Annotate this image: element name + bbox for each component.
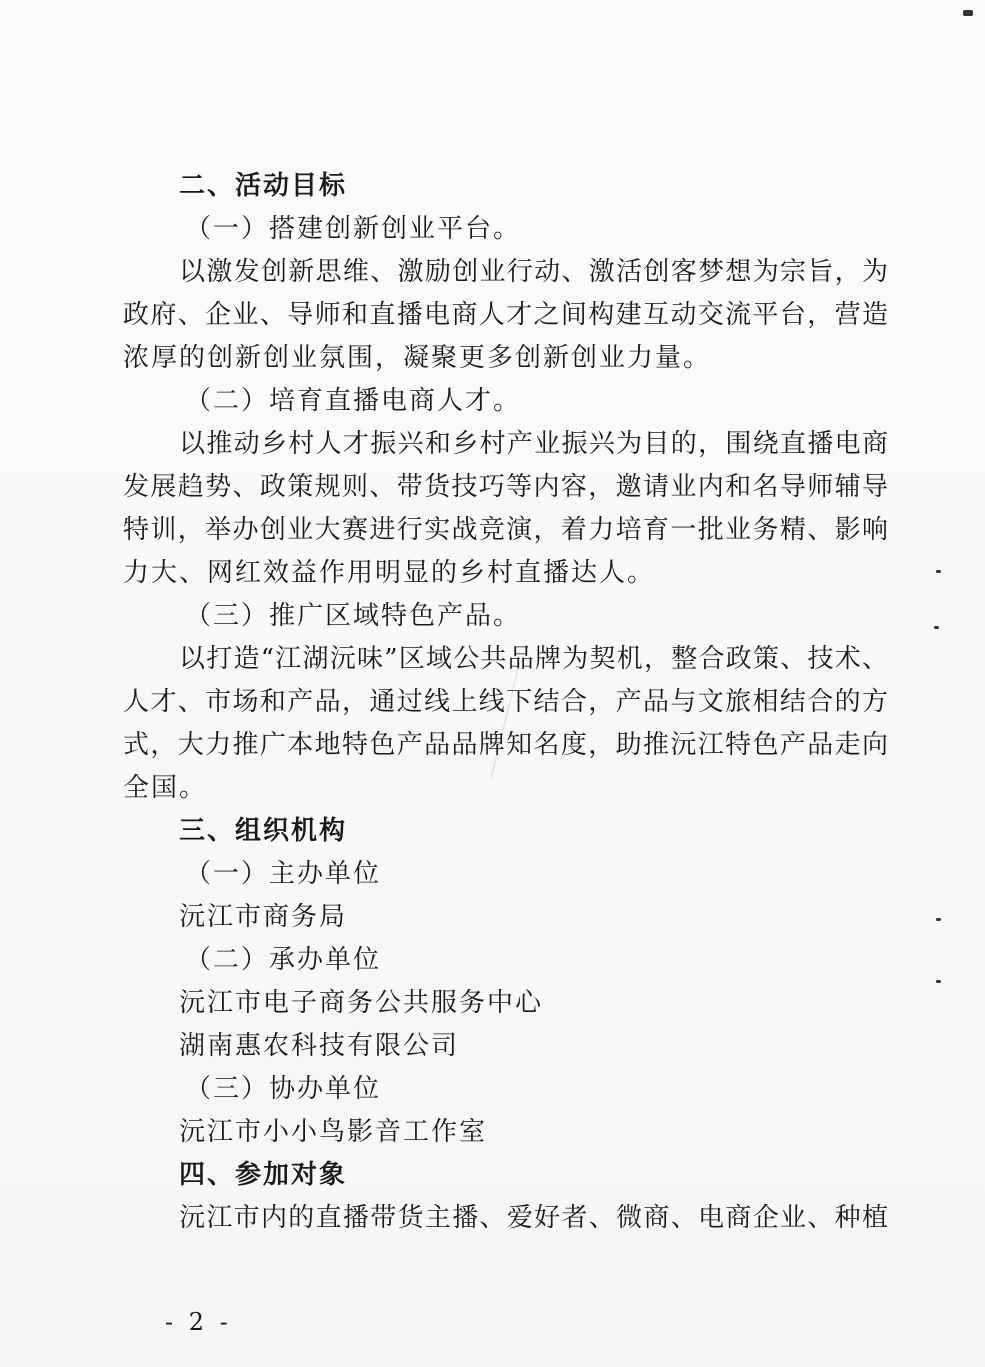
scan-speck bbox=[936, 980, 941, 983]
subheading-co-organizer: （三）协办单位 bbox=[185, 1074, 382, 1104]
paragraph-line: 以打造“江湖沅味”区域公共品牌为契机，整合政策、技术、 bbox=[179, 644, 888, 674]
subheading-platform: （一）搭建创新创业平台。 bbox=[185, 214, 522, 244]
paragraph-line: 以激发创新思维、激励创业行动、激活创客梦想为宗旨，为 bbox=[179, 257, 888, 287]
paragraph-line: 全国。 bbox=[123, 773, 208, 803]
section-heading-activity-goals: 二、活动目标 bbox=[179, 171, 348, 201]
paragraph-line: 发展趋势、政策规则、带货技巧等内容，邀请业内和名导师辅导 bbox=[123, 472, 888, 502]
subheading-host: （一）主办单位 bbox=[185, 859, 382, 889]
paragraph-line: 式，大力推广本地特色产品品牌知名度，助推沅江特色产品走向 bbox=[123, 730, 888, 760]
paragraph-line: 浓厚的创新创业氛围，凝聚更多创新创业力量。 bbox=[123, 343, 712, 373]
scan-speck bbox=[936, 918, 941, 921]
subheading-organizer: （二）承办单位 bbox=[185, 945, 382, 975]
scan-speck bbox=[934, 626, 939, 629]
document-body bbox=[123, 165, 888, 1240]
subheading-products: （三）推广区域特色产品。 bbox=[185, 601, 522, 631]
paragraph-line: 特训，举办创业大赛进行实战竞演，着力培育一批业务精、影响 bbox=[123, 515, 888, 545]
page-number: - 2 - bbox=[165, 1308, 232, 1336]
paragraph-line: 沅江市内的直播带货主播、爱好者、微商、电商企业、种植 bbox=[179, 1203, 888, 1233]
paragraph-line: 政府、企业、导师和直播电商人才之间构建互动交流平台，营造 bbox=[123, 300, 888, 330]
section-heading-organization: 三、组织机构 bbox=[179, 816, 348, 846]
organizer-unit: 沅江市电子商务公共服务中心 bbox=[179, 988, 544, 1018]
scan-speck bbox=[936, 570, 941, 573]
paragraph-line: 人才、市场和产品，通过线上线下结合，产品与文旅相结合的方 bbox=[123, 687, 888, 717]
paragraph-line: 力大、网红效益作用明显的乡村直播达人。 bbox=[123, 558, 656, 588]
host-unit: 沅江市商务局 bbox=[179, 902, 348, 932]
section-heading-participants: 四、参加对象 bbox=[179, 1160, 348, 1190]
subheading-talent: （二）培育直播电商人才。 bbox=[185, 386, 522, 416]
scan-speck bbox=[963, 10, 973, 16]
organizer-unit: 湖南惠农科技有限公司 bbox=[179, 1031, 460, 1061]
paragraph-line: 以推动乡村人才振兴和乡村产业振兴为目的，围绕直播电商 bbox=[179, 429, 888, 459]
co-organizer-unit: 沅江市小小鸟影音工作室 bbox=[179, 1117, 488, 1147]
